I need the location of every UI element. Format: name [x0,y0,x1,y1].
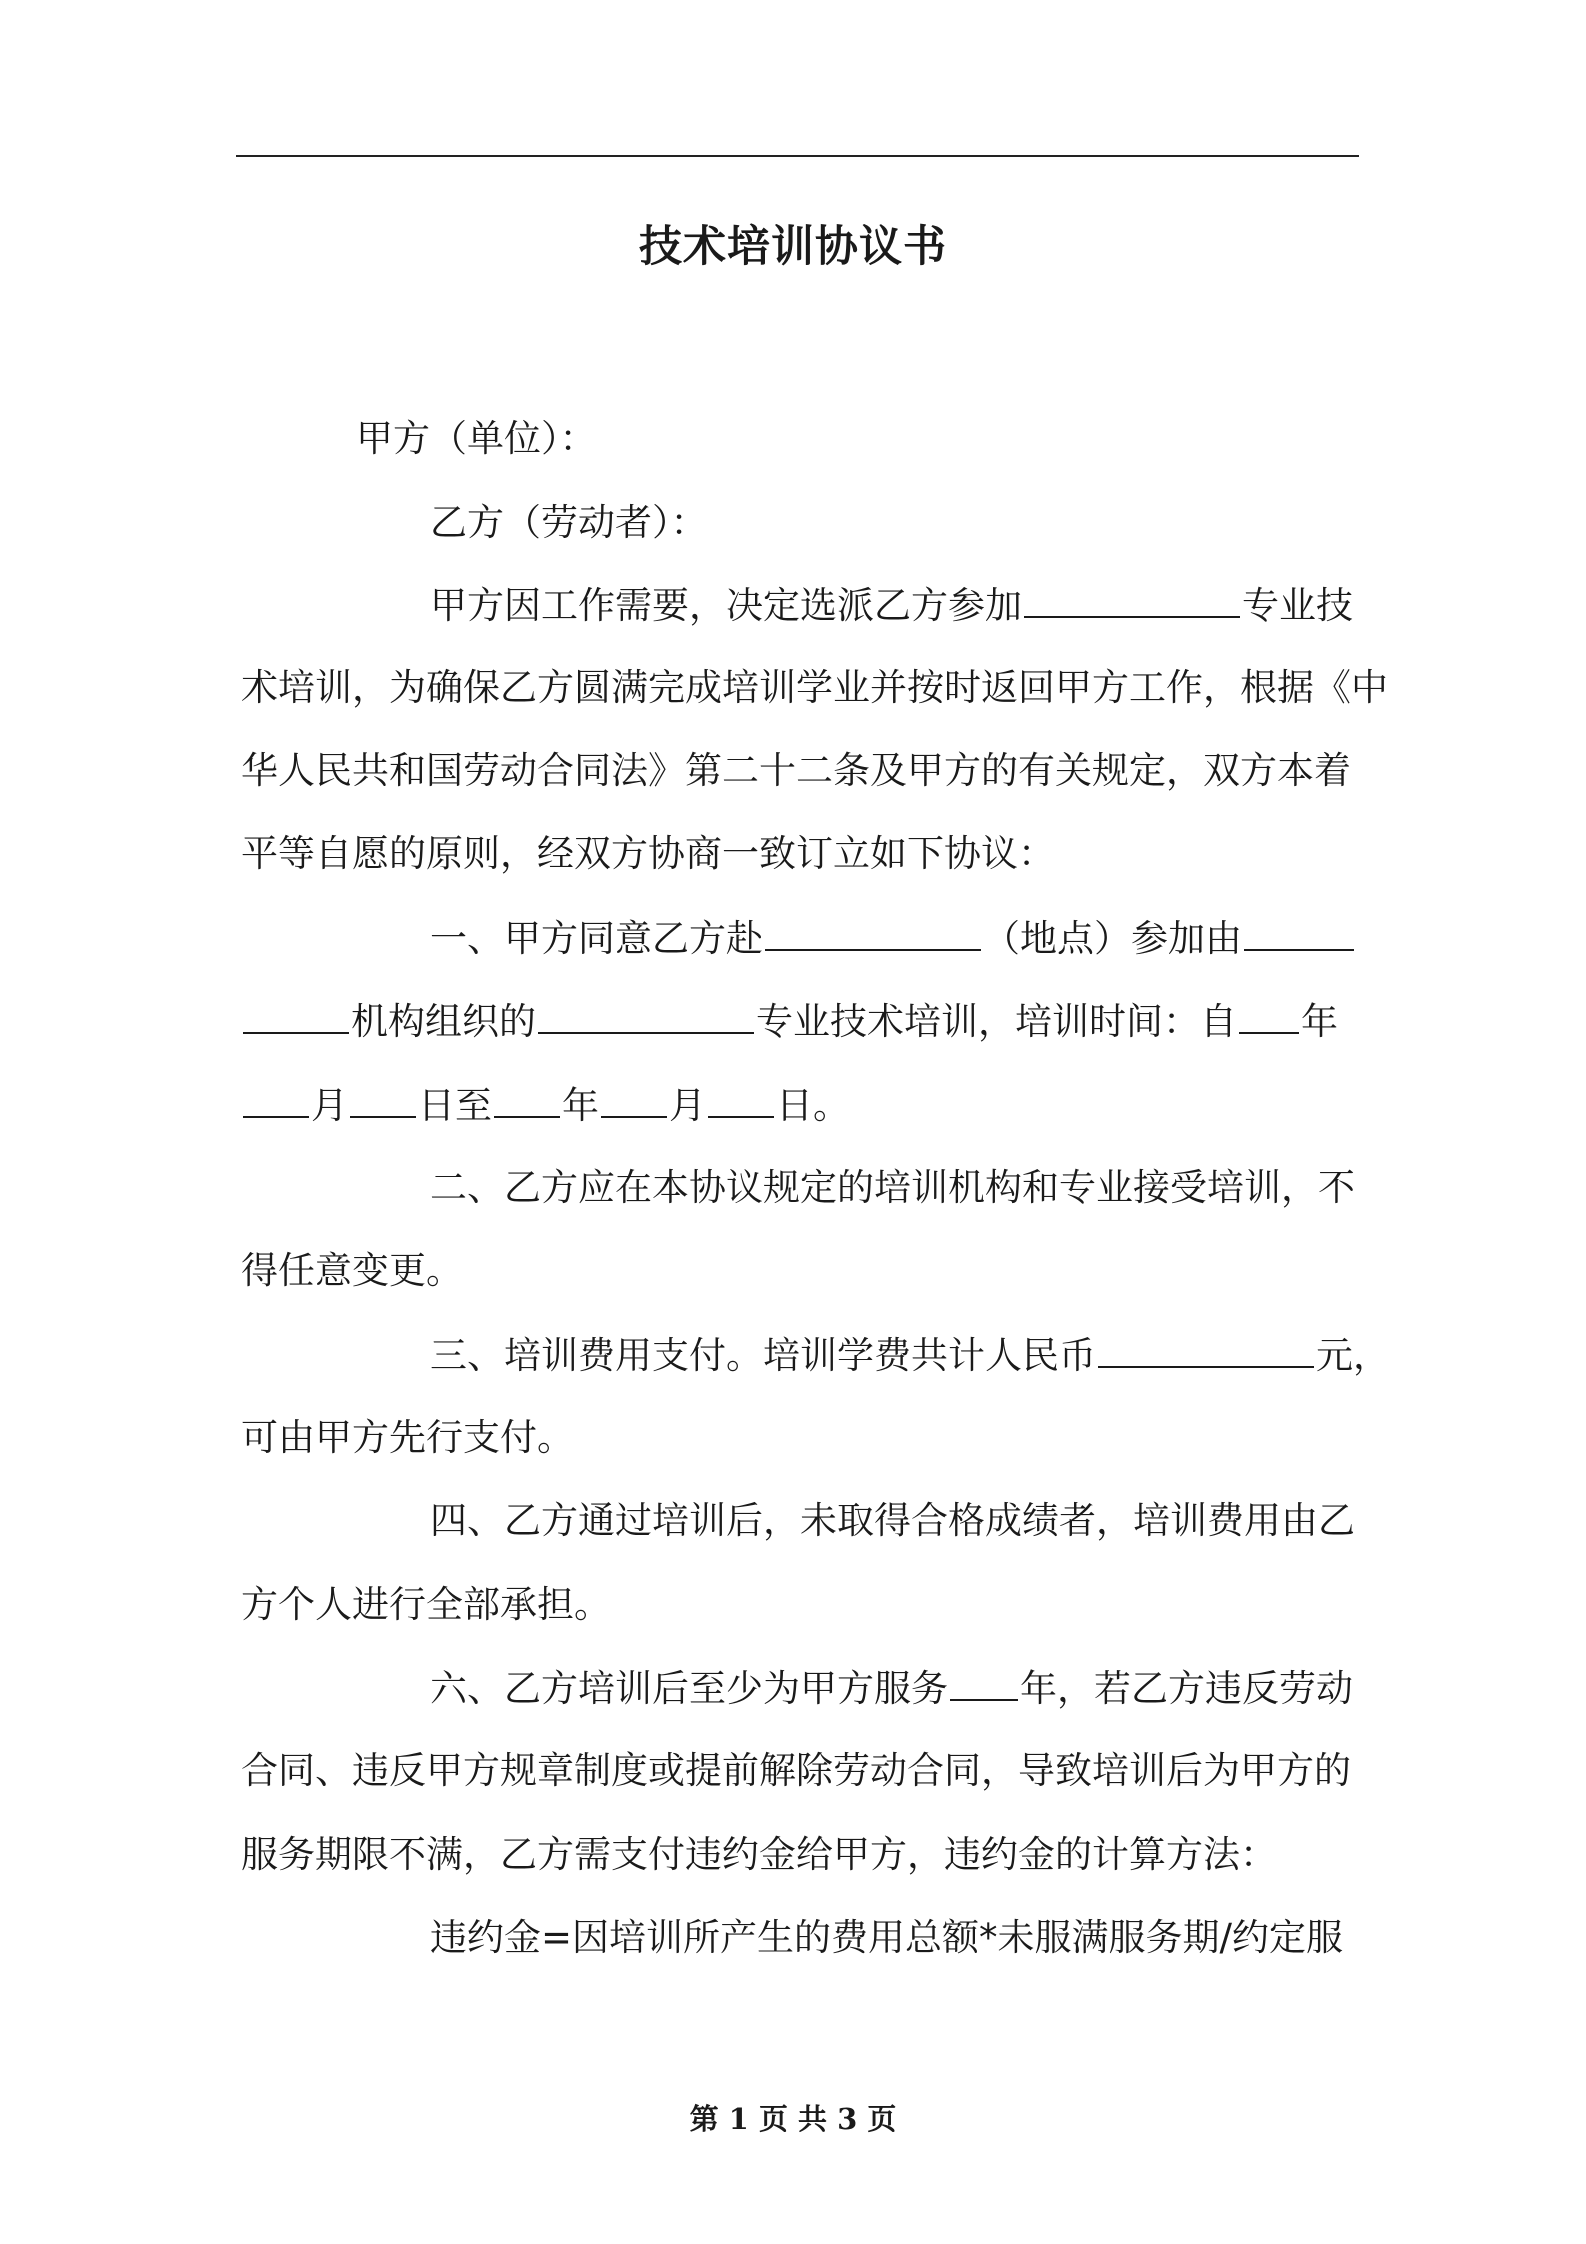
end-year-blank [494,1080,560,1118]
clause-6-line-4: 违约金=因培训所产生的费用总额*未服满服务期/约定服 [430,1916,1343,1959]
clause-4-line-2: 方个人进行全部承担。 [241,1583,611,1626]
clause-4-line-1: 四、乙方通过培训后，未取得合格成绩者，培训费用由乙 [430,1499,1355,1542]
training-major-blank [538,996,754,1034]
clause-3-text-1a: 三、培训费用支付。培训学费共计人民币 [430,1334,1096,1377]
clause-3-line-1 [430,1330,1390,1381]
start-month-blank [243,1080,309,1118]
major-blank [1024,580,1240,618]
clause-1-text-2b: 专业技术培训，培训时间：自 [756,1000,1237,1043]
intro-line-3: 华人民共和国劳动合同法》第二十二条及甲方的有关规定，双方本着 [241,749,1351,792]
organizer-blank-a [1244,913,1354,951]
start-day-blank [350,1080,416,1118]
clause-1-line-2 [241,996,1338,1047]
intro-line-4: 平等自愿的原则，经双方协商一致订立如下协议： [241,832,1055,875]
party-b-line: 乙方（劳动者）： [430,501,708,544]
clause-6-text-1a: 六、乙方培训后至少为甲方服务 [430,1667,948,1710]
clause-2-line-2: 得任意变更。 [241,1249,463,1292]
end-month-blank [601,1080,667,1118]
clause-1-line-1 [430,913,1356,964]
clause-3-text-1b: 元， [1316,1334,1390,1377]
clause-6-line-1 [430,1663,1353,1714]
clause-1-text-3d: 月 [669,1084,706,1127]
start-year-blank [1239,996,1299,1034]
page-footer: 第 1 页 共 3 页 [689,2102,897,2136]
party-a-line: 甲方（单位）： [356,417,597,460]
service-years-blank [950,1663,1018,1701]
clause-3-line-2: 可由甲方先行支付。 [241,1416,574,1459]
clause-1-text-2a: 机构组织的 [351,1000,536,1043]
document-title: 技术培训协议书 [639,222,947,272]
intro-line-1 [430,580,1353,631]
clause-6-line-3: 服务期限不满，乙方需支付违约金给甲方，违约金的计算方法： [241,1833,1277,1876]
clause-1-line-3 [241,1080,850,1131]
organizer-blank-b [243,996,349,1034]
clause-1-text-3e: 日。 [776,1084,850,1127]
intro-text-1a: 甲方因工作需要，决定选派乙方参加 [430,584,1022,627]
clause-1-text-3b: 日至 [418,1084,492,1127]
clause-1-text-1b: （地点）参加由 [983,917,1242,960]
clause-2-line-1: 二、乙方应在本协议规定的培训机构和专业接受培训，不 [430,1166,1355,1209]
clause-1-text-3c: 年 [562,1084,599,1127]
intro-text-1b: 专业技 [1242,584,1353,627]
clause-6-line-2: 合同、违反甲方规章制度或提前解除劳动合同，导致培训后为甲方的 [241,1749,1351,1792]
header-rule [236,155,1359,157]
clause-1-text-1a: 一、甲方同意乙方赴 [430,917,763,960]
location-blank [765,913,981,951]
clause-6-text-1b: 年，若乙方违反劳动 [1020,1667,1353,1710]
end-day-blank [708,1080,774,1118]
intro-line-2: 术培训，为确保乙方圆满完成培训学业并按时返回甲方工作，根据《中 [241,666,1388,709]
clause-1-text-3a: 月 [311,1084,348,1127]
clause-1-text-2c: 年 [1301,1000,1338,1043]
fee-amount-blank [1098,1330,1314,1368]
